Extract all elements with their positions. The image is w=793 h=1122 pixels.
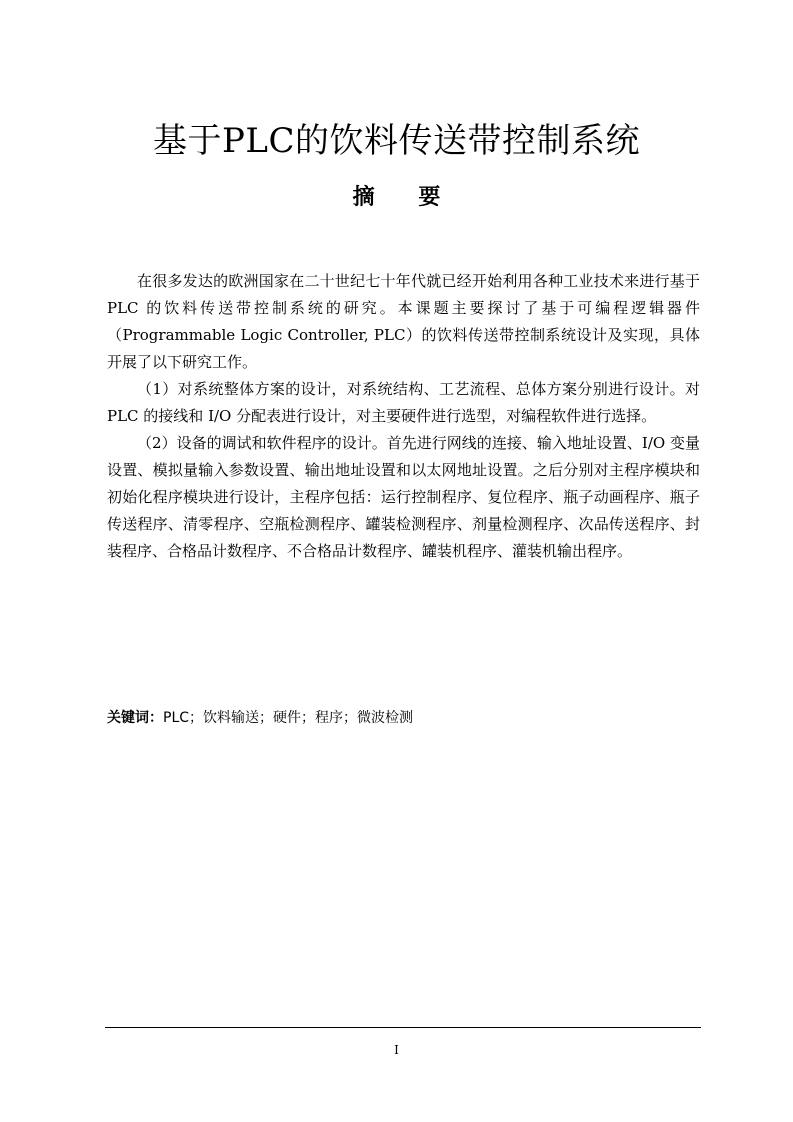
keywords-line: [107, 706, 700, 730]
footer-divider: [105, 1027, 701, 1028]
abstract-heading: 摘 要: [352, 185, 441, 210]
keywords-value: PLC；饮料输送；硬件；程序；微波检测: [163, 710, 414, 726]
abstract-paragraph-3: （2）设备的调试和软件程序的设计。首先进行网线的连接、输入地址设置、I/O 变量设置、模拟量输入参数设置、输出地址设置和以太网地址设置。之后分别对主程序模块和初始化程序模块进行设计，主程序包括：运行控制程序、复位程序、瓶子动画程序、瓶子传送程序、清零程序、空瓶检测程序、罐装检测程序、剂量检测程序、次品传送程序、封装程序、合格品计数程序、不合格品计数程序、罐装机程序、灌装机输出程序。: [107, 434, 700, 560]
page-number: I: [394, 1043, 399, 1057]
abstract-paragraph-2: （1）对系统整体方案的设计，对系统结构、工艺流程、总体方案分别进行设计。对 PLC 的接线和 I/O 分配表进行设计，对主要硬件进行选型，对编程软件进行选择。: [107, 380, 700, 425]
document-title: 基于PLC的饮料传送带控制系统: [153, 121, 640, 161]
abstract-paragraph-1: 在很多发达的欧洲国家在二十世纪七十年代就已经开始利用各种工业技术来进行基于 PLC 的饮料传送带控制系统的研究。本课题主要探讨了基于可编程逻辑器件（Programmable Logic Controller, PLC）的饮料传送带控制系统设计及实现，具体开展了以下研究工作。: [107, 272, 700, 371]
keywords-label: 关键词：: [107, 710, 163, 726]
abstract-body: [107, 268, 700, 565]
